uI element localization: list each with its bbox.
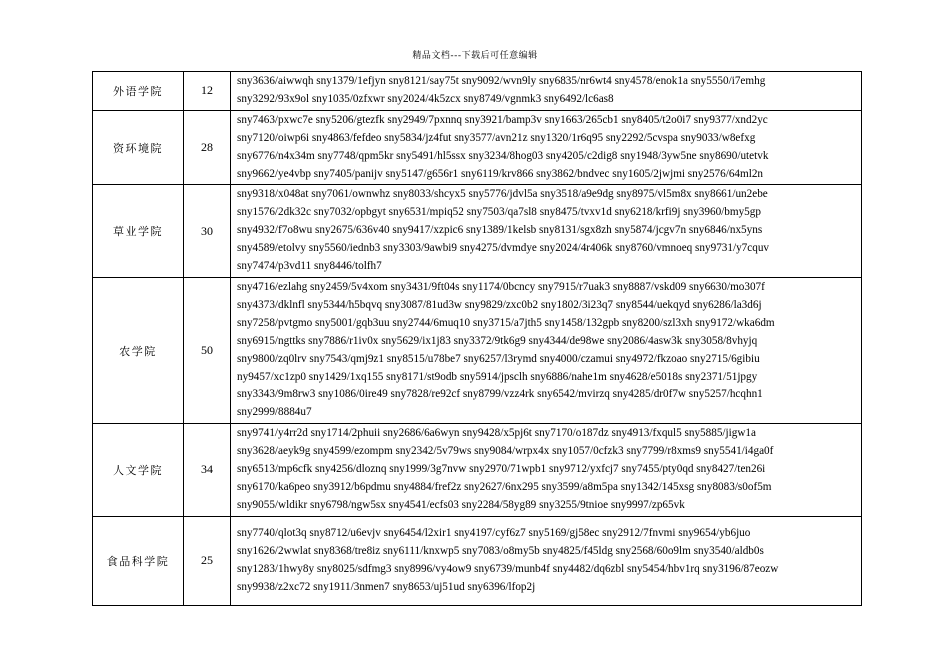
code-line: sny4589/etolvy sny5560/iednb3 sny3303/9awbi9 sny4275/dvmdye sny2024/4r406k sny8760/vmnoeq sny9731/y7cquv [237, 242, 770, 255]
code-list [231, 72, 862, 111]
code-count: 25 [184, 516, 231, 605]
code-count: 30 [184, 185, 231, 278]
code-line: sny3628/aeyk9g sny4599/ezompm sny2342/5v79ws sny9084/wrpx4x sny1057/0cfzk3 sny7799/r8xms9 sny5541/i4ga0f [237, 445, 774, 458]
college-name: 资环境院 [93, 110, 184, 185]
code-line: sny9055/wldikr sny6798/ngw5sx sny4541/ecfs03 sny2284/58yg89 sny3255/9tnioe sny9997/zp65vk [237, 498, 685, 511]
document-header: 精品文档---下载后可任意编辑 [412, 51, 538, 61]
code-line: sny7120/oiwp6i sny4863/fefdeo sny5834/jz4fut sny3577/avn21z sny1320/1r6q95 sny2292/5cvspa sny9033/w8efxg [237, 131, 756, 144]
code-line: sny9662/ye4vbp sny7405/panijv sny5147/g656r1 sny6119/krv866 sny3862/bndvec sny1605/2jwjmi sny2576/64ml2n [237, 167, 764, 180]
code-line: sny4716/ezlahg sny2459/5v4xom sny3431/9ft04s sny1174/0bcncy sny7915/r7uak3 sny8887/vskd09 sny6630/mo307f [237, 280, 765, 293]
code-line: sny3292/93x9ol sny1035/0zfxwr sny2024/4k5zcx sny8749/vgnmk3 sny6492/lc6as8 [237, 92, 614, 105]
table-row [93, 277, 862, 423]
code-line: sny3343/9m8rw3 sny1086/0ire49 sny7828/re92cf sny8799/vzz4rk sny6542/mvirzq sny4285/dr0f7w sny5257/hcqhn1 [237, 388, 763, 401]
code-line: sny4932/f7o8wu sny2675/636v40 sny9417/xzpic6 sny1389/1kelsb sny8131/sgx8zh sny5874/jcgv7n sny6846/nx5yns [237, 224, 763, 237]
code-line: ny9457/xc1zp0 sny1429/1xq155 sny8171/st9odb sny5914/jpsclh sny6886/nahe1m sny4628/e5018s sny2371/51jpgy [237, 370, 758, 383]
code-line: sny3636/aiwwqh sny1379/1efjyn sny8121/say75t sny9092/wvn9ly sny6835/nr6wt4 sny4578/enok1a sny5550/i7emhg [237, 75, 766, 87]
college-name: 外语学院 [93, 72, 184, 111]
code-line: sny1626/2wwlat sny8368/tre8iz sny6111/knxwp5 sny7083/o8my5b sny4825/f45ldg sny2568/60o9lm sny3540/aldb0s [237, 544, 764, 557]
code-line: sny1576/2dk32c sny7032/opbgyt sny6531/mpiq52 sny7503/qa7sl8 sny8475/tvxv1d sny6218/krfi9j sny3960/bmy5gp [237, 206, 761, 219]
code-line: sny9800/zq0lrv sny7543/qmj9z1 sny8515/u78be7 sny6257/l3rymd sny4000/czamui sny4972/fkzoao sny2715/6gibiu [237, 352, 760, 365]
table-row [93, 72, 862, 111]
code-line: sny9318/x048at sny7061/ownwhz sny8033/shcyx5 sny5776/jdvl5a sny3518/a9e9dg sny8975/vl5m8x sny8661/un2ebe [237, 188, 768, 201]
code-line: sny7258/pvtgmo sny5001/gqb3uu sny2744/6muq10 sny3715/a7jth5 sny1458/132gpb sny8200/szl3xh sny9172/wka6dm [237, 316, 775, 329]
code-list [231, 516, 862, 605]
college-code-table [92, 71, 862, 606]
code-line: sny6915/ngttks sny7886/r1iv0x sny5629/ix1j83 sny3372/9tk6g9 sny4344/de98we sny2086/4asw3k sny3058/8vhyjq [237, 334, 758, 347]
college-name: 食品科学院 [93, 516, 184, 605]
code-list [231, 424, 862, 517]
code-count: 34 [184, 424, 231, 517]
code-count: 50 [184, 277, 231, 423]
table-row [93, 516, 862, 605]
college-name: 草业学院 [93, 185, 184, 278]
code-line: sny7740/qlot3q sny8712/u6evjv sny6454/l2xir1 sny4197/cyf6z7 sny5169/gj58ec sny2912/7fnvmi sny9654/yb6juo [237, 526, 751, 539]
code-line: sny6170/ka6peo sny3912/b6pdmu sny4884/fref2z sny2627/6nx295 sny3599/a8m5pa sny1342/145xsg sny8083/s0of5m [237, 480, 772, 493]
code-line: sny9938/z2xc72 sny1911/3nmen7 sny8653/uj51ud sny6396/lfop2j [237, 580, 536, 593]
code-line: sny9741/y4rr2d sny1714/2phuii sny2686/6a6wyn sny9428/x5pj6t sny7170/o187dz sny4913/fxqul5 sny5885/jigw1a [237, 427, 756, 440]
table-row [93, 424, 862, 517]
code-list [231, 277, 862, 423]
college-name: 农学院 [93, 277, 184, 423]
code-line: sny4373/dklnfl sny5344/h5bqvq sny3087/81ud3w sny9829/zxc0b2 sny1802/3i23q7 sny8544/uekqyd sny6286/la3d6j [237, 298, 762, 311]
code-count: 12 [184, 72, 231, 111]
code-line: sny2999/8884u7 [237, 406, 312, 419]
code-line: sny7474/p3vd11 sny8446/tolfh7 [237, 260, 382, 273]
code-line: sny6513/mp6cfk sny4256/dloznq sny1999/3g7nvw sny2970/71wpb1 sny9712/yxfcj7 sny7455/pty0qd sny8427/ten26i [237, 463, 766, 476]
table-row [93, 110, 862, 185]
code-line: sny7463/pxwc7e sny5206/gtezfk sny2949/7pxnnq sny3921/bamp3v sny1663/265cb1 sny8405/t2o0i7 sny9377/xnd2yc [237, 113, 768, 126]
code-line: sny1283/1hwy8y sny8025/sdfmg3 sny8996/vy4ow9 sny6739/munb4f sny4482/dq6zbl sny5454/hbv1rq sny3196/87eozw [237, 562, 779, 575]
college-name: 人文学院 [93, 424, 184, 517]
code-list [231, 110, 862, 185]
table-row [93, 185, 862, 278]
code-list [231, 185, 862, 278]
code-line: sny6776/n4x34m sny7748/qpm5kr sny5491/hl5ssx sny3234/8hog03 sny4205/c2dig8 sny1948/3yw5ne sny8690/utetvk [237, 149, 769, 162]
code-count: 28 [184, 110, 231, 185]
